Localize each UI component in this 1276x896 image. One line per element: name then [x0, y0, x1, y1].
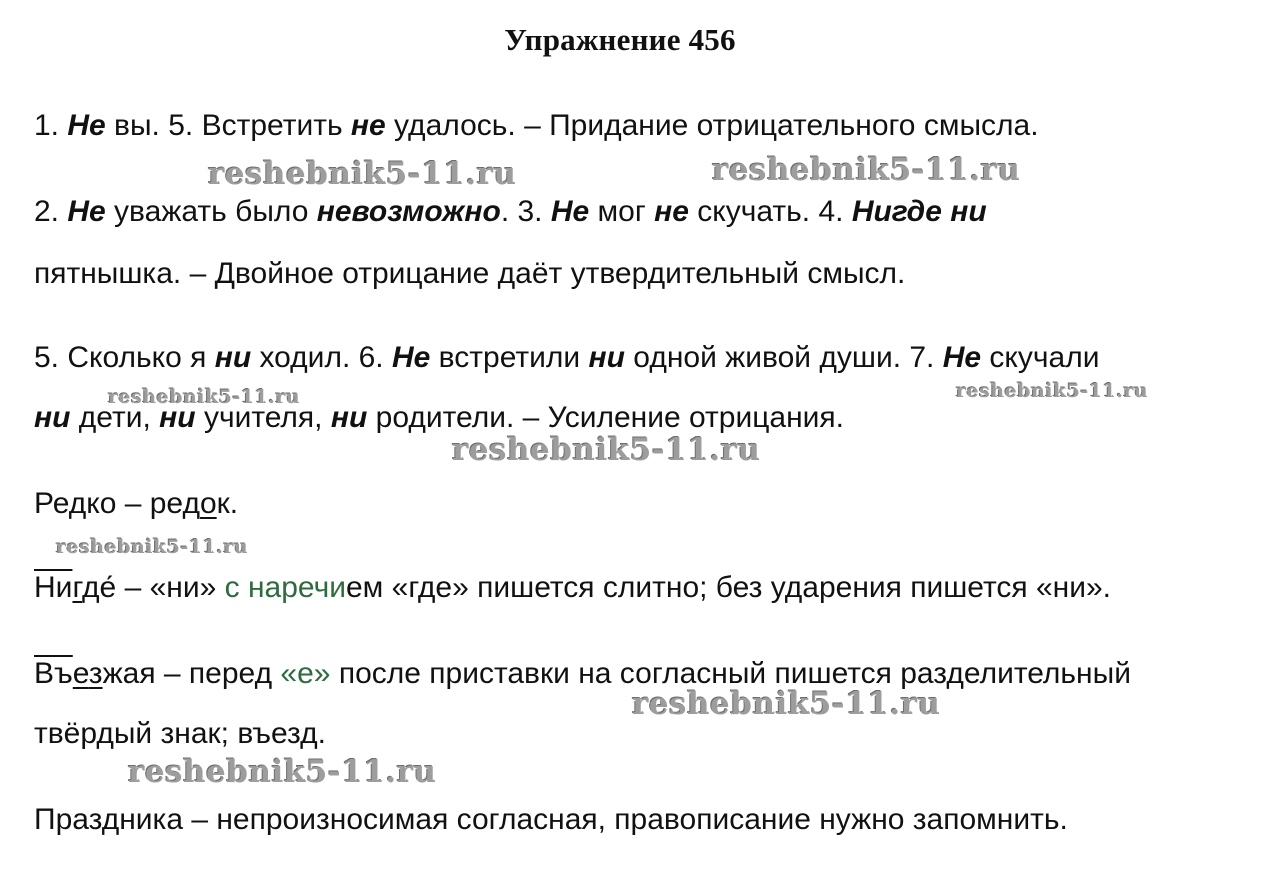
answer-line-9: [34, 716, 326, 752]
text: скучать. 4.: [688, 195, 852, 228]
text: уважать было: [105, 195, 317, 228]
text: ем «где» пишется слитно; без ударения пишется «ни».: [346, 571, 1111, 604]
text: . 3.: [500, 195, 551, 228]
underlined-letter: г: [72, 571, 83, 604]
word-nigde-ni: Нигде ни: [851, 195, 987, 228]
particle-ni: ни: [330, 401, 368, 434]
text: твёрдый знак; въез: [34, 717, 301, 750]
answer-line-4: [34, 340, 1099, 376]
text: 2.: [34, 195, 68, 228]
text: ходил. 6.: [251, 341, 392, 374]
text: одной живой души. 7.: [624, 341, 943, 374]
underlined-letter: д: [254, 657, 273, 690]
particle-ne: не: [654, 195, 689, 228]
text: ника – непроизносимая согласная, правописание нужно запомнить.: [119, 803, 1068, 836]
text: Въ: [34, 657, 73, 690]
answer-line-3: [34, 256, 905, 292]
underlined-letter: д: [68, 487, 87, 520]
text: удалось. – Придание отрицательного смысла.: [385, 109, 1039, 142]
particle-ne: Не: [942, 341, 982, 374]
particle-ne: Не: [391, 341, 431, 374]
answer-line-6: [34, 486, 238, 522]
text: Праз: [34, 803, 102, 836]
particle-ne: Не: [67, 195, 106, 228]
watermark: reshebnik5-11.ru: [128, 754, 437, 790]
text: к.: [216, 487, 239, 520]
answer-line-8: [34, 656, 1131, 692]
underlined-letter: д: [101, 803, 120, 836]
text: дети,: [70, 401, 160, 434]
underlined-letter: о: [199, 487, 217, 520]
particle-ni: ни: [34, 401, 71, 434]
prefix-mark: Ни: [34, 571, 73, 604]
watermark: reshebnik5-11.ru: [632, 686, 941, 722]
answer-line-2: [34, 194, 987, 230]
text: скучали: [981, 341, 1100, 374]
text: .: [317, 717, 326, 750]
prefix-mark: [34, 657, 73, 690]
particle-ni: ни: [588, 341, 625, 374]
particle-ne: Не: [550, 195, 590, 228]
text: Ре: [34, 487, 69, 520]
text: мог: [589, 195, 655, 228]
text: 1.: [34, 109, 68, 142]
text: де́: [82, 571, 117, 604]
answer-line-7: [34, 570, 1111, 606]
text: встретили: [430, 341, 589, 374]
underlined-letter: з: [88, 657, 103, 690]
answer-line-10: [34, 802, 1068, 838]
text: ко – ре: [86, 487, 183, 520]
text: 5. Сколько я: [34, 341, 215, 374]
particle-ne: Не: [67, 109, 106, 142]
watermark: reshebnik5-11.ru: [452, 432, 761, 468]
text: родители. – Усиление отрицания.: [367, 401, 844, 434]
answer-line-1: [34, 108, 1039, 144]
green-text: с наречи: [224, 571, 346, 604]
text: после приставки на согласный пишется разделительный: [330, 657, 1131, 690]
text: жая – пере: [102, 657, 255, 690]
underlined-letter: д: [300, 717, 318, 750]
exercise-title: Упражнение 456: [504, 22, 736, 57]
particle-ni: ни: [214, 341, 252, 374]
watermark: reshebnik5-11.ru: [208, 156, 517, 192]
text: – «ни»: [116, 571, 225, 604]
watermark: reshebnik5-11.ru: [956, 380, 1149, 402]
watermark: reshebnik5-11.ru: [108, 386, 301, 408]
green-text: «е»: [280, 657, 331, 690]
text: учителя,: [195, 401, 331, 434]
text: пятнышка. – Двойное отрицание даёт утвердительный смысл.: [34, 257, 906, 290]
underlined-letter: д: [182, 487, 200, 520]
text: вы. 5. Встретить: [105, 109, 351, 142]
particle-ne: не: [350, 109, 386, 142]
watermark: reshebnik5-11.ru: [56, 536, 249, 558]
particle-ni: ни: [159, 401, 196, 434]
watermark: reshebnik5-11.ru: [712, 152, 1021, 188]
word-nevozmozhno: невозможно: [316, 195, 501, 228]
underlined-letter: е: [72, 657, 89, 690]
